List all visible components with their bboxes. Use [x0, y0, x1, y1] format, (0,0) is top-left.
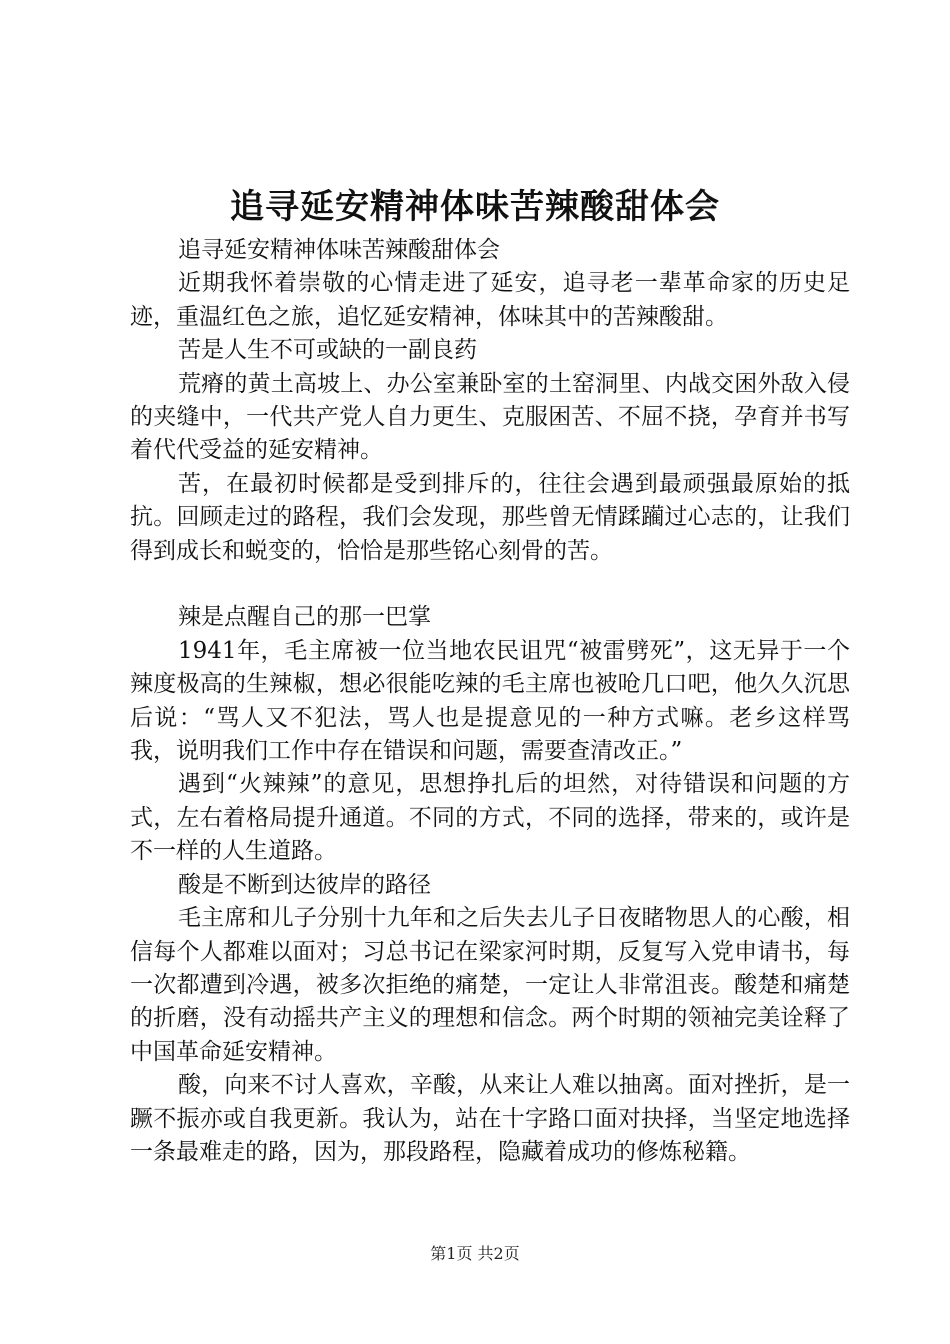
paragraph-intro: 近期我怀着崇敬的心情走进了延安，追寻老一辈革命家的历史足迹，重温红色之旅，追忆延安精神，体味其中的苦辣酸甜。: [130, 270, 850, 330]
heading-bitter: 苦是人生不可或缺的一副良药: [178, 337, 477, 364]
heading-spicy: 辣是点醒自己的那一巴掌: [178, 604, 431, 631]
blank-line: [130, 568, 850, 601]
paragraph-bitter-1: 荒瘠的黄土高坡上、办公室兼卧室的土窑洞里、内战交困外敌入侵的夹缝中，一代共产党人自力更生、克服困苦、不屈不挠，孕育并书写着代代受益的延安精神。: [130, 370, 850, 464]
paragraph-sour-1: 毛主席和儿子分别十九年和之后失去儿子日夜睹物思人的心酸，相信每个人都难以面对；习总书记在梁家河时期，反复写入党申请书，每一次都遭到冷遇，被多次拒绝的痛楚，一定让人非常沮丧。酸楚和痛楚的折磨，没有动摇共产主义的理想和信念。两个时期的领袖完美诠释了中国革命延安精神。: [130, 905, 850, 1065]
paragraph-spicy-1: 1941年，毛主席被一位当地农民诅咒“被雷劈死”，这无异于一个辣度极高的生辣椒，想必很能吃辣的毛主席也被呛几口吧，他久久沉思后说：“骂人又不犯法，骂人也是提意见的一种方式嘛。老乡这样骂我，说明我们工作中存在错误和问题，需要查清改正。”: [130, 637, 850, 765]
heading-sour: 酸是不断到达彼岸的路径: [178, 871, 431, 898]
document-title: 追寻延安精神体味苦辣酸甜体会: [230, 187, 720, 227]
paragraph-subtitle: 追寻延安精神体味苦辣酸甜体会: [178, 237, 500, 263]
paragraph-bitter-2: 苦，在最初时候都是受到排斥的，往往会遇到最顽强最原始的抵抗。回顾走过的路程，我们会发现，那些曾无情蹂躏过心志的，让我们得到成长和蜕变的，恰恰是那些铭心刻骨的苦。: [130, 470, 850, 564]
paragraph-sour-2: 酸，向来不讨人喜欢，辛酸，从来让人难以抽离。面对挫折，是一蹶不振亦或自我更新。我认为，站在十字路口面对抉择，当坚定地选择一条最难走的路，因为，那段路程，隐藏着成功的修炼秘籍。: [130, 1072, 850, 1165]
document-body: [130, 234, 850, 1169]
page-footer: 第1页 共2页: [430, 1244, 520, 1263]
paragraph-spicy-2: 遇到“火辣辣”的意见，思想挣扎后的坦然，对待错误和问题的方式，左右着格局提升通道。不同的方式，不同的选择，带来的，或许是不一样的人生道路。: [130, 771, 850, 865]
